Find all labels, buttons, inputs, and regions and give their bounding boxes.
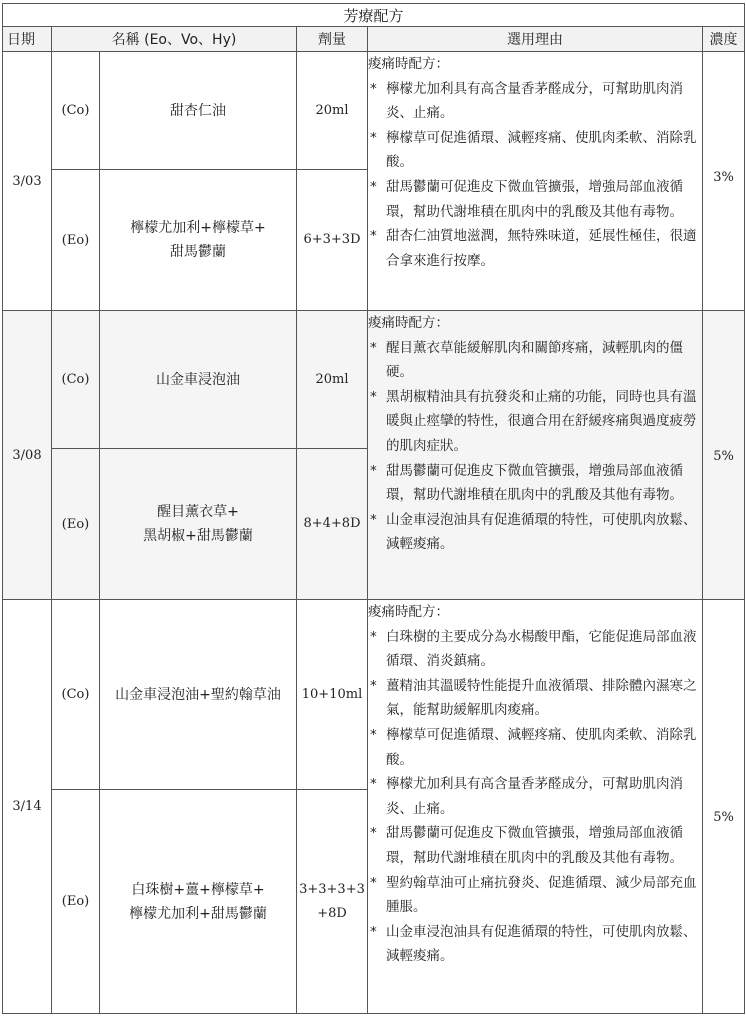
oil-name-cell [100,790,297,1014]
dose-line: +8D [317,905,347,921]
date-cell: 3/03 [3,52,52,311]
header-reason: 選用理由 [368,27,703,52]
concentration-cell: 5% [703,600,745,1014]
oil-type-cell: (Eo) [52,449,100,600]
table-row [3,52,745,170]
oil-name-line: 甜杏仁油 [170,102,226,119]
aromatherapy-recipe-table [2,3,745,1014]
oil-type-cell: (Co) [52,52,100,170]
oil-type-cell: (Eo) [52,790,100,1014]
oil-type-cell: (Co) [52,600,100,790]
oil-name-line: 白珠樹+薑+檸檬草+ [131,881,265,898]
reason-item: * 白珠樹的主要成分為水楊酸甲酯，它能促進局部血液循環、消炎鎮痛。 [368,625,702,674]
reason-list [368,336,702,557]
oil-name-line: 醒目薰衣草+ [157,504,239,520]
reason-item: * 檸檬尤加利具有高含量香茅醛成分，可幫助肌肉消炎、止痛。 [368,772,702,821]
reason-item: * 聖約翰草油可止痛抗發炎、促進循環、減少局部充血腫脹。 [368,871,702,920]
reason-cell [368,311,703,600]
header-dose: 劑量 [297,27,368,52]
table-row [3,311,745,449]
oil-name-line: 黑胡椒+甜馬鬱蘭 [143,528,253,544]
dose-line: 10+10ml [301,686,363,702]
reason-item: * 薑精油其溫暖特性能提升血液循環、排除體內濕寒之氣，能幫助緩解肌肉痠痛。 [368,674,702,723]
date-cell: 3/14 [3,600,52,1014]
reason-item: * 醒目薰衣草能緩解肌肉和關節疼痛，減輕肌肉的僵硬。 [368,336,702,385]
reason-title: 痠痛時配方： [368,604,449,620]
reason-cell [368,600,703,1014]
reason-item: * 山金車浸泡油具有促進循環的特性，可使肌肉放鬆、減輕痠痛。 [368,508,702,557]
reason-item: * 甜杏仁油質地滋潤，無特殊味道，延展性極佳，很適合拿來進行按摩。 [368,224,702,273]
concentration-cell: 3% [703,52,745,311]
reason-item: * 檸檬草可促進循環、減輕疼痛、使肌肉柔軟、消除乳酸。 [368,723,702,772]
date-cell: 3/08 [3,311,52,600]
reason-cell [368,52,703,311]
reason-title: 痠痛時配方： [368,56,449,72]
oil-name-cell [100,170,297,311]
reason-item: * 黑胡椒精油具有抗發炎和止痛的功能，同時也具有溫暖與止痙攣的特性，很適合用在舒緩疼痛與過度疲勞的肌肉症狀。 [368,385,702,459]
oil-type-cell: (Co) [52,311,100,449]
concentration-cell: 5% [703,311,745,600]
oil-name-cell [100,449,297,600]
dose-cell [297,600,368,790]
table-title: 芳療配方 [3,4,745,27]
dose-cell [297,52,368,170]
dose-cell [297,311,368,449]
dose-line: 8+4+8D [303,516,361,531]
oil-type-cell: (Eo) [52,170,100,311]
reason-title: 痠痛時配方： [368,315,449,331]
oil-name-line: 檸檬尤加利+甜馬鬱蘭 [129,905,267,922]
dose-line: 20ml [315,102,349,118]
reason-item: * 檸檬草可促進循環、減輕疼痛、使肌肉柔軟、消除乳酸。 [368,126,702,175]
dose-line: 3+3+3+3 [299,881,365,897]
table-body [3,52,745,1014]
reason-item: * 甜馬鬱蘭可促進皮下微血管擴張，增強局部血液循環，幫助代謝堆積在肌肉中的乳酸及其他有毒物。 [368,175,702,224]
oil-name-cell [100,311,297,449]
oil-name-cell [100,52,297,170]
reason-list [368,625,702,969]
dose-cell [297,790,368,1014]
oil-name-line: 山金車浸泡油 [156,371,240,388]
header-concentration: 濃度 [703,27,745,52]
oil-name-line: 檸檬尤加利+檸檬草+ [130,220,266,236]
table-row [3,600,745,790]
reason-item: * 山金車浸泡油具有促進循環的特性，可使肌肉放鬆、減輕痠痛。 [368,920,702,969]
header-date: 日期 [3,27,52,52]
dose-cell [297,170,368,311]
oil-name-cell [100,600,297,790]
oil-name-line: 山金車浸泡油+聖約翰草油 [115,686,281,703]
reason-item: * 甜馬鬱蘭可促進皮下微血管擴張，增強局部血液循環，幫助代謝堆積在肌肉中的乳酸及其他有毒物。 [368,459,702,508]
reason-item: * 檸檬尤加利具有高含量香茅醛成分，可幫助肌肉消炎、止痛。 [368,77,702,126]
reason-list [368,77,702,274]
reason-item: * 甜馬鬱蘭可促進皮下微血管擴張，增強局部血液循環，幫助代謝堆積在肌肉中的乳酸及其他有毒物。 [368,821,702,870]
dose-line: 20ml [315,371,349,387]
header-name: 名稱 (Eo、Vo、Hy) [52,27,297,52]
oil-name-line: 甜馬鬱蘭 [170,244,226,260]
dose-cell [297,449,368,600]
dose-line: 6+3+3D [303,232,361,247]
